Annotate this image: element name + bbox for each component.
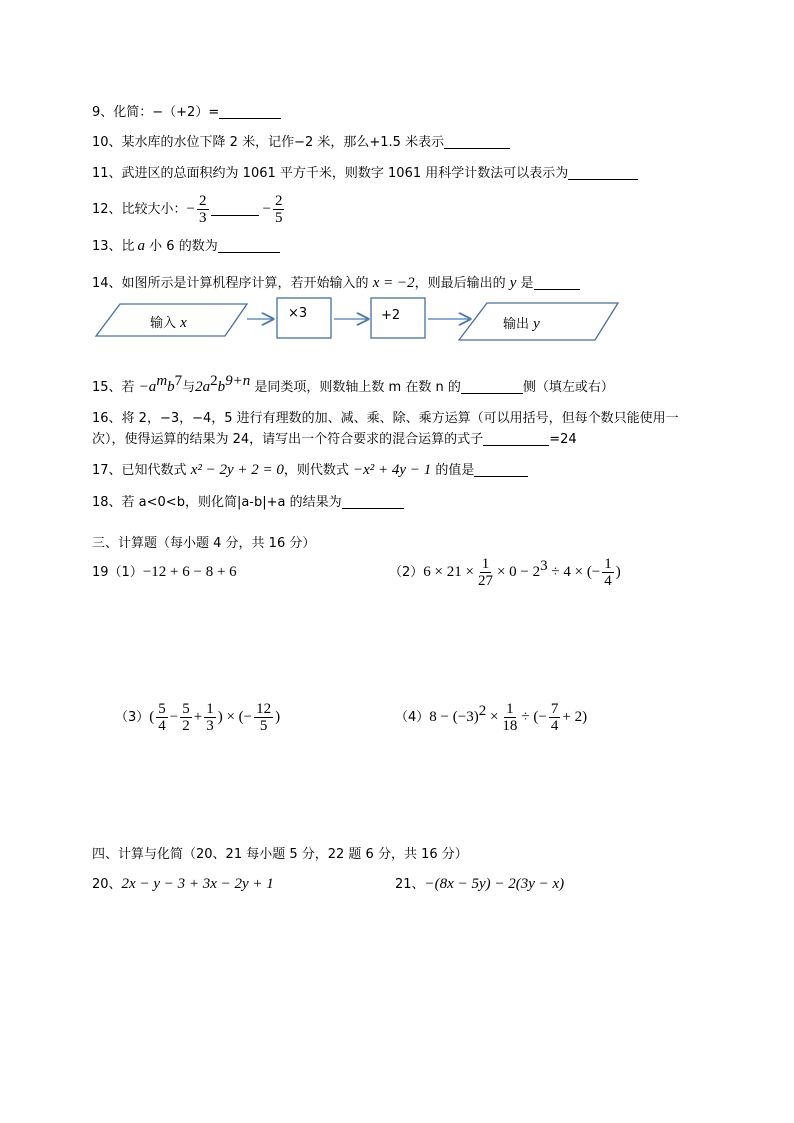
variable-y: y	[509, 275, 517, 291]
question-19-part-3: （3）( $\frac{5}{4}$ − $\frac{5}{2}$ + $\frac{1}{3}$ ) × (− $\frac{12}{5}$ )	[115, 701, 281, 734]
question-15-suffix: 是同类项，则数轴上数 m 在数 n 的	[250, 380, 461, 395]
question-14-mid: ，则最后输出的	[414, 276, 510, 291]
question-17-mid: ，则代数式	[283, 463, 354, 478]
expression-2: −x² + 4y − 1	[353, 462, 432, 478]
question-13-suffix: 小 6 的数为	[145, 239, 218, 254]
question-12-prefix: 12、比较大小：	[92, 202, 187, 217]
fraction: $\frac{1}{4}$	[604, 556, 612, 589]
question-19-part-1: 19（1）−12 + 6 − 8 + 6	[92, 564, 237, 580]
fraction: $\frac{5}{4}$	[158, 701, 166, 734]
fraction: $\frac{1}{27}$	[477, 556, 493, 589]
input-expression: x = −2	[372, 275, 415, 291]
add-label: +2	[381, 308, 401, 323]
question-14-suffix: 是	[516, 276, 534, 291]
answer-blank[interactable]	[461, 379, 523, 394]
section-3-title: 三、计算题（每小题 4 分，共 16 分）	[92, 536, 316, 551]
fraction: $\frac{12}{5}$	[256, 701, 272, 734]
expression-1: x² − 2y + 2 = 0	[190, 462, 284, 478]
answer-blank[interactable]	[483, 431, 549, 446]
question-15-prefix: 15、若	[92, 380, 139, 395]
variable-a: a	[137, 238, 146, 254]
question-17	[92, 461, 528, 480]
question-9-text: 9、化简：−（+2）=	[92, 105, 220, 120]
fraction: $\frac{1}{18}$	[502, 701, 518, 734]
question-19-part-2: （2）6 × 21 × $\frac{1}{27}$ × $0 - 2^3 \div 4$ × (− $\frac{1}{4}$ )	[389, 556, 621, 589]
question-18	[92, 494, 404, 512]
answer-blank[interactable]	[342, 494, 404, 509]
question-17-prefix: 17、已知代数式	[92, 463, 191, 478]
output-label: 输出 y	[503, 316, 540, 332]
answer-blank[interactable]	[474, 462, 528, 477]
question-13-prefix: 13、比	[92, 239, 135, 254]
question-15-tail: 侧（填左或右）	[522, 380, 614, 395]
question-11-text: 11、武进区的总面积约为 1061 平方千米，则数字 1061 用科学计数法可以表示为	[92, 166, 569, 181]
fraction: $\frac{5}{2}$	[182, 701, 190, 734]
question-21: 21、−(8x − 5y) − 2(3y − x)	[395, 876, 565, 892]
fraction: $\frac{2}{5}$	[274, 193, 283, 226]
minus-sign: −	[186, 201, 196, 217]
question-10-text: 10、某水库的水位下降 2 米，记作−2 米，那么+1.5 米表示	[92, 135, 445, 150]
multiply-label: ×3	[288, 306, 308, 321]
question-14-prefix: 14、如图所示是计算机程序计算，若开始输入的	[92, 276, 373, 291]
question-16-line-1: 16、将 2，−3，−4，5 进行有理数的加、减、乘、除、乘方运算（可以用括号，但每个数只能使用一	[92, 411, 679, 426]
minus-sign: −	[262, 201, 271, 217]
question-20: 20、2x − y − 3 + 3x − 2y + 1	[92, 876, 274, 892]
question-16-line-2: 次），使得运算的结果为 24，请写出一个符合要求的混合运算的式子 =24	[92, 432, 577, 447]
question-19-part-4: $(4)8 - (-3)^2$ × $\frac{1}{18}$ ÷ (− $\frac{7}{4}$ + 2)	[395, 701, 588, 734]
input-label: 输入 x	[150, 315, 187, 331]
question-17-suffix: 的值是	[431, 463, 475, 478]
question-15: 15、若 $-a^mb^7$与$2a^2b^{9+n}$ 是同类项，则数轴上数 m 在数 n 的 侧（填左或右）	[92, 373, 614, 395]
fraction: $\frac{7}{4}$	[550, 701, 559, 734]
section-4-title: 四、计算与化简（20、21 每小题 5 分，22 题 6 分，共 16 分）	[92, 847, 468, 862]
question-18-text: 18、若 a<0<b，则化简|a-b|+a 的结果为	[92, 495, 342, 510]
fraction: $\frac{1}{3}$	[206, 701, 214, 734]
fraction: $\frac{2}{3}$	[199, 193, 207, 226]
